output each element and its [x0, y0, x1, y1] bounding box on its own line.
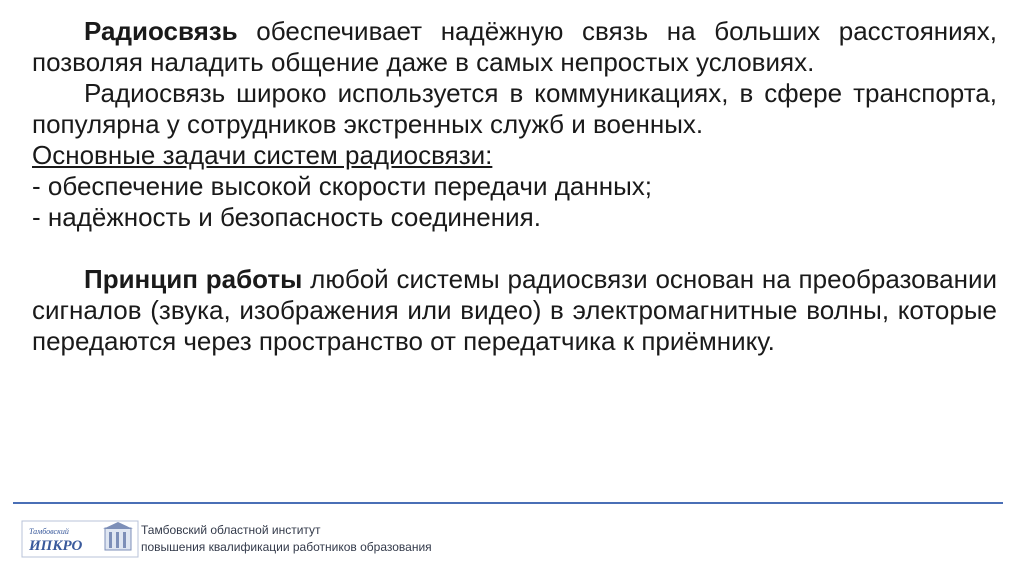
paragraph-operating-principle-text: любой системы радиосвязи основан на преобразовании сигналов (звука, изображения или видео) в электромагнитные волны, которые передаются через пространство от передатчика к приёмнику.	[32, 264, 997, 356]
task-item-security: - надёжность и безопасность соединения.	[32, 202, 541, 232]
tasks-heading: Основные задачи систем радиосвязи:	[32, 140, 493, 170]
task-item-speed: - обеспечение высокой скорости передачи данных;	[32, 171, 652, 201]
term-principle: Принцип работы	[84, 264, 303, 294]
ipkro-logo	[21, 519, 139, 559]
paragraph-radio-reliability-text: обеспечивает надёжную связь на больших расстояниях, позволяя наладить общение даже в самых непростых условиях.	[32, 16, 997, 77]
paragraph-radio-usage: Радиосвязь широко используется в коммуникациях, в сфере транспорта, популярна у сотрудников экстренных служб и военных.	[32, 78, 997, 139]
institute-name-line1: Тамбовский областной институт	[141, 523, 321, 537]
footer	[13, 515, 1003, 565]
logo-wordmark: ИПКРО	[29, 538, 83, 554]
term-radio: Радиосвязь	[84, 16, 238, 46]
paragraph-gap	[32, 233, 997, 264]
slide-content	[32, 16, 997, 357]
paragraph-operating-principle	[32, 264, 997, 357]
institute-name-line2: повышения квалификации работников образования	[141, 540, 432, 554]
institute-name	[141, 522, 432, 556]
logo-caption: Тамбовский	[29, 527, 69, 536]
paragraph-radio-reliability	[32, 16, 997, 78]
footer-divider	[13, 502, 1003, 504]
